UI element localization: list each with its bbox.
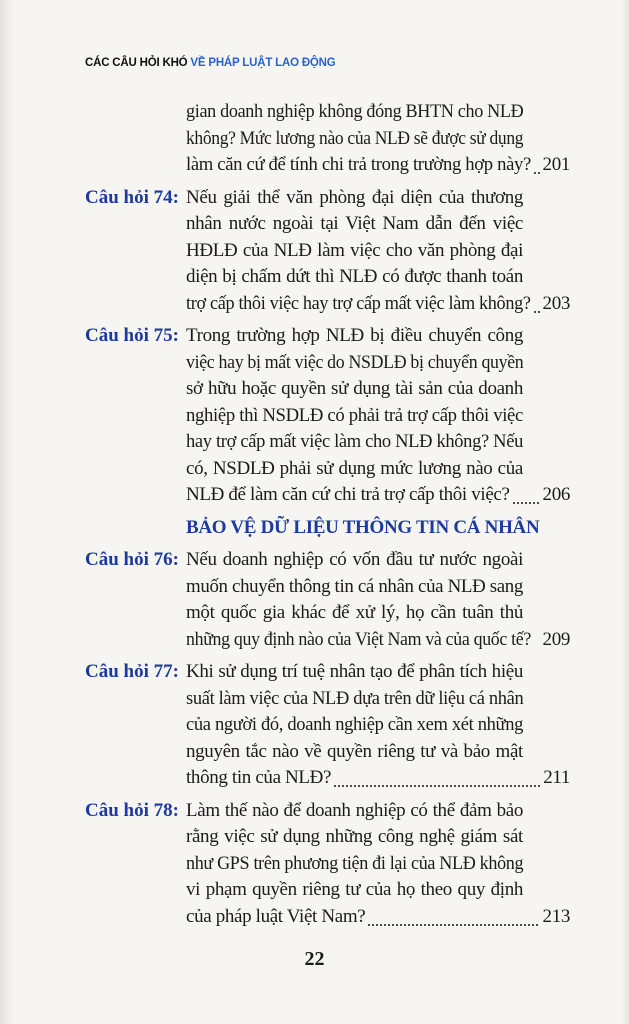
- text-line: HĐLĐ của NLĐ làm việc cho văn phòng đại: [186, 239, 523, 261]
- text-line: trợ cấp thôi việc hay trợ cấp mất việc làm không?: [186, 292, 531, 314]
- text-line: sở hữu hoặc quyền sử dụng tài sản của doanh: [186, 378, 523, 399]
- text-line: làm căn cứ để tính chi trả trong trường hợp này?: [186, 154, 532, 175]
- entry-text: [186, 323, 575, 509]
- entry-text: [186, 659, 575, 792]
- text-line: như GPS trên phương tiện đi lại của NLĐ không: [186, 852, 524, 874]
- text-line: muốn chuyển thông tin cá nhân của NLĐ sang: [186, 575, 523, 597]
- toc-group: [85, 547, 575, 930]
- text-line: thông tin của NLĐ?: [186, 767, 332, 788]
- text-line: một quốc gia khác để xử lý, họ cần tuân thủ: [186, 602, 523, 623]
- running-head-subtitle: VỀ PHÁP LUẬT LAO ĐỘNG: [190, 57, 336, 69]
- dot-leader: [533, 152, 540, 179]
- text-line: không? Mức lương nào của NLĐ sẽ được sử dụng: [186, 127, 524, 149]
- text-line: suất làm việc của NLĐ dựa trên dữ liệu cá nhân: [186, 687, 524, 709]
- page-reference: 213: [542, 905, 570, 927]
- entry-last-line: [186, 765, 570, 792]
- dot-leader: [333, 765, 540, 792]
- text-line: NLĐ để làm căn cứ chi trả trợ cấp thôi việc?: [186, 484, 510, 505]
- text-line: nhân nước ngoài tại Việt Nam dẫn đến việc: [186, 213, 523, 234]
- text-line: vi phạm quyền riêng tư của họ theo quy định: [186, 879, 523, 900]
- toc-entry: [85, 185, 575, 318]
- dot-leader: [512, 482, 540, 509]
- question-label: Câu hỏi 75:: [85, 325, 179, 346]
- entry-last-line: [186, 291, 570, 318]
- text-line: nguyên tắc nào về quyền riêng tư và bảo mật: [186, 740, 523, 762]
- page-number: 22: [304, 948, 325, 970]
- text-line: Nếu doanh nghiệp có vốn đầu tư nước ngoài: [186, 549, 523, 570]
- page-edge-shadow-right: [621, 0, 629, 1024]
- entry-text: [186, 99, 575, 179]
- text-line: hay trợ cấp mất việc làm cho NLĐ không? Nếu: [186, 431, 523, 452]
- toc-group: [85, 99, 575, 509]
- toc-entry: [85, 323, 575, 509]
- question-label: Câu hỏi 74:: [85, 186, 179, 208]
- table-of-contents: [85, 99, 575, 936]
- entry-last-line: [186, 904, 570, 931]
- section-heading: BẢO VỆ DỮ LIỆU THÔNG TIN CÁ NHÂN: [186, 516, 540, 538]
- question-label: Câu hỏi 78:: [85, 799, 179, 821]
- toc-entry: [85, 99, 575, 179]
- entry-last-line: [186, 152, 570, 179]
- running-head-title: CÁC CÂU HỎI KHÓ: [85, 57, 188, 69]
- dot-leader: [533, 291, 540, 318]
- text-line: của người đó, doanh nghiệp cần xem xét những: [186, 714, 524, 735]
- running-head: [85, 57, 336, 69]
- entry-last-line: [186, 627, 570, 654]
- text-line: những quy định nào của Việt Nam và của quốc tế?: [186, 628, 531, 650]
- text-line: Khi sử dụng trí tuệ nhân tạo để phân tích hiệu: [186, 661, 523, 682]
- entry-text: [186, 547, 575, 653]
- toc-entry: [85, 798, 575, 931]
- page-edge-shadow: [0, 0, 14, 1024]
- dot-leader: [531, 627, 543, 654]
- text-line: gian doanh nghiệp không đóng BHTN cho NLĐ: [186, 101, 524, 122]
- text-line: rằng việc sử dụng những công nghệ giám sát: [186, 826, 523, 847]
- page-reference: 201: [542, 154, 570, 175]
- dot-leader: [367, 904, 539, 931]
- text-line: diện bị chấm dứt thì NLĐ có được thanh toán: [186, 266, 523, 287]
- entry-text: [186, 798, 575, 931]
- text-line: có, NSDLĐ phải sử dụng mức lương nào của: [186, 457, 523, 479]
- question-label: Câu hỏi 76:: [85, 549, 179, 570]
- page-reference: 209: [542, 628, 570, 650]
- text-line: nghiệp thì NSDLĐ có phải trả trợ cấp thôi việc: [186, 404, 523, 426]
- entry-text: [186, 185, 575, 318]
- page-reference: 203: [542, 292, 570, 314]
- text-line: Làm thế nào để doanh nghiệp có thể đảm bảo: [186, 799, 523, 821]
- page-reference: 206: [542, 484, 570, 505]
- question-label: Câu hỏi 77:: [85, 661, 179, 682]
- text-line: việc hay bị mất việc do NSDLĐ bị chuyển quyền: [186, 351, 524, 373]
- text-line: Trong trường hợp NLĐ bị điều chuyển công: [186, 325, 523, 346]
- text-line: của pháp luật Việt Nam?: [186, 905, 366, 927]
- entry-last-line: [186, 482, 570, 509]
- text-line: Nếu giải thể văn phòng đại diện của thương: [186, 186, 523, 208]
- toc-entry: [85, 659, 575, 792]
- page-reference: 211: [543, 767, 570, 788]
- toc-entry: [85, 547, 575, 653]
